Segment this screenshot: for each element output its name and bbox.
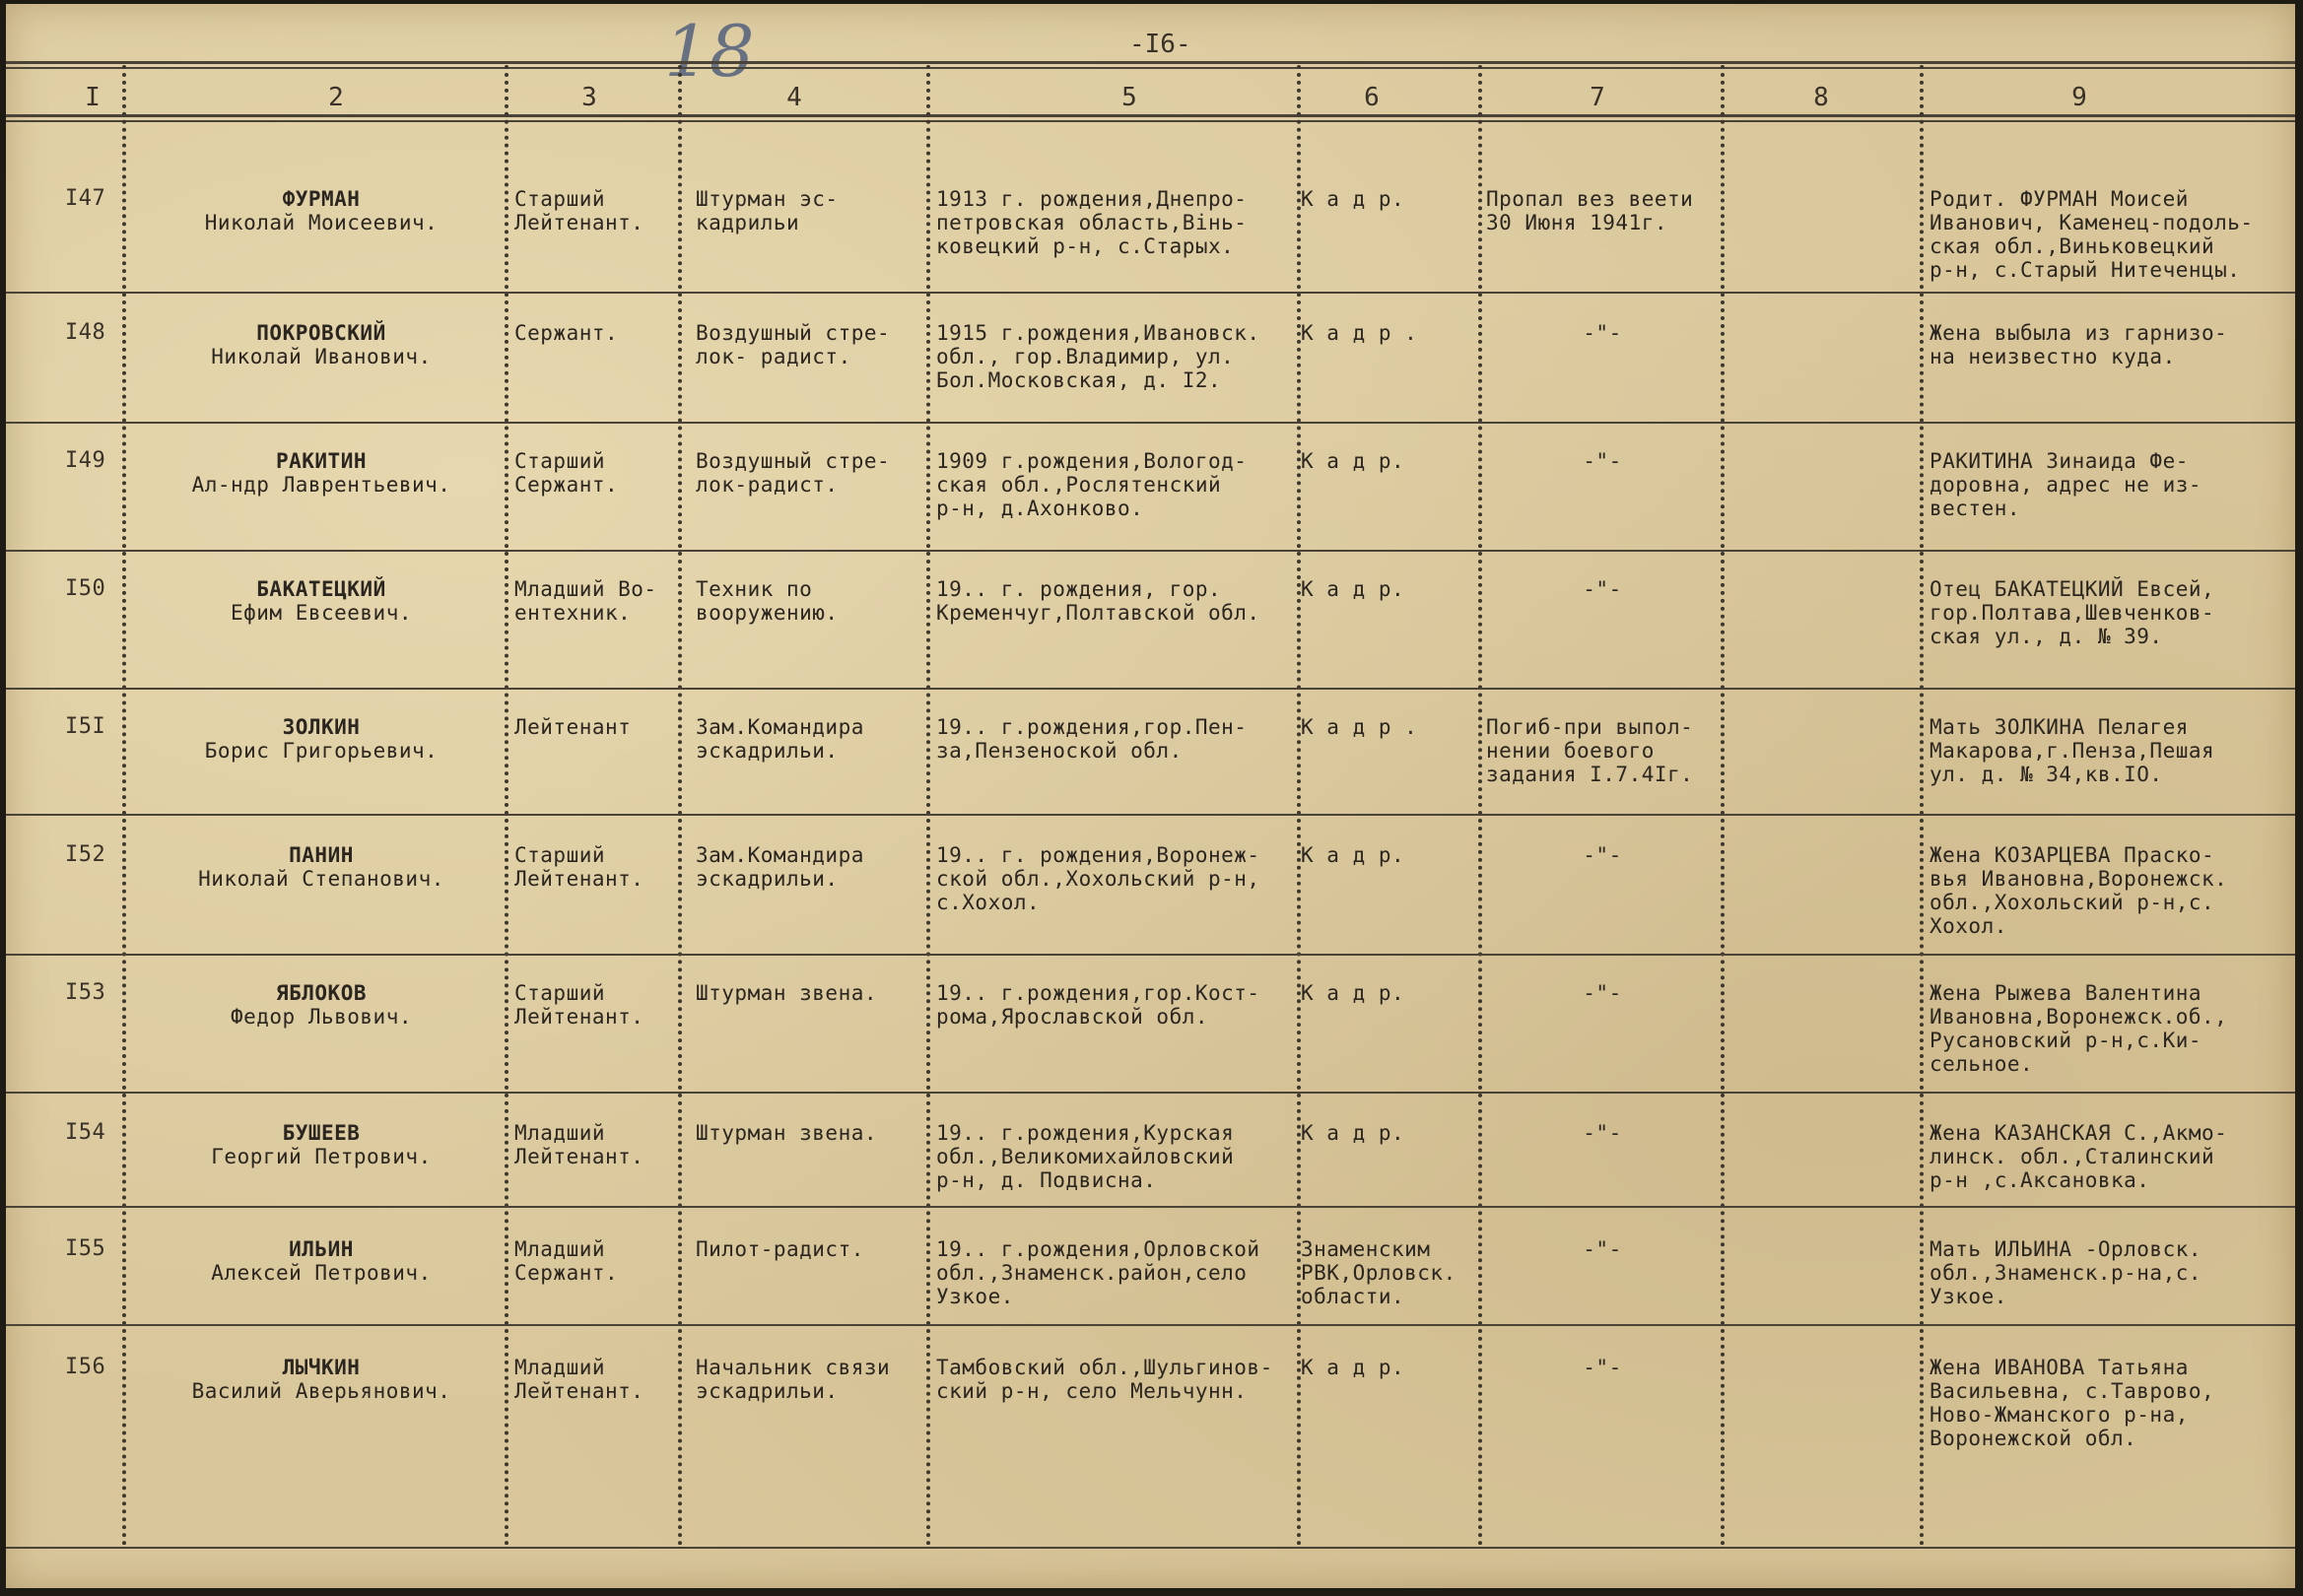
given-names: Федор Львович. — [230, 1005, 412, 1029]
given-names: Николай Иванович. — [211, 345, 432, 368]
enlisted-by: К а д р . — [1301, 715, 1418, 739]
rank: Старший Лейтенант. — [514, 187, 644, 234]
position: Зам.Командира эскадрильи. — [696, 715, 864, 763]
rank: Старший Лейтенант. — [514, 843, 644, 891]
relatives: Мать ИЛЬИНА -Орловск. обл.,Знаменск.р-на,с. Узкое. — [1930, 1237, 2202, 1308]
birth-info: 1909 г.рождения,Вологод- ская обл.,Рослятенский р-н, д.Ахонково. — [936, 449, 1248, 520]
given-names: Ал-ндр Лаврентьевич. — [191, 473, 451, 497]
position: Штурман звена. — [696, 1121, 878, 1145]
footer-rule — [6, 1547, 2295, 1549]
surname: ИЛЬИН — [289, 1237, 354, 1261]
relatives: Жена ИВАНОВА Татьяна Васильевна, с.Таврово, Ново-Жманского р-на, Воронежской обл. — [1930, 1356, 2215, 1450]
given-names: Николай Степанович. — [198, 867, 444, 891]
relatives: Отец БАКАТЕЦКИЙ Евсей, гор.Полтава,Шевченков- ская ул., д. № 39. — [1930, 577, 2215, 648]
column-number: 3 — [581, 83, 597, 112]
enlisted-by: Знаменским РВК,Орловск. области. — [1301, 1237, 1456, 1308]
rank: Сержант. — [514, 321, 619, 345]
position: Штурман эс- кадрильи — [696, 187, 839, 234]
row-separator — [6, 688, 2295, 690]
relatives: Жена Рыжева Валентина Ивановна,Воронежск.об., Русановский р-н,с.Ки- сельное. — [1930, 981, 2228, 1076]
rank: Младший Лейтенант. — [514, 1356, 644, 1403]
surname: ЯБЛОКОВ — [275, 981, 367, 1005]
rank: Младший Лейтенант. — [514, 1121, 644, 1168]
rank: Старший Сержант. — [514, 449, 619, 497]
given-names: Василий Аверьянович. — [191, 1379, 451, 1403]
surname: ПАНИН — [289, 843, 354, 867]
position: Воздушный стре- лок-радист. — [696, 449, 891, 497]
rank: Старший Лейтенант. — [514, 981, 644, 1029]
fate: -"- — [1583, 577, 1622, 601]
surname: БУШЕЕВ — [282, 1121, 361, 1145]
birth-info: 19.. г.рождения,Орловской обл.,Знаменск.район,село Узкое. — [936, 1237, 1260, 1308]
rank: Младший Сержант. — [514, 1237, 619, 1285]
surname: БАКАТЕЦКИЙ — [256, 577, 386, 601]
enlisted-by: К а д р. — [1301, 187, 1405, 211]
record-number: I52 — [65, 842, 106, 867]
row-separator — [6, 422, 2295, 424]
surname: ПОКРОВСКИЙ — [256, 321, 386, 345]
fate: Погиб-при выпол- нении боевого задания I.7.4Iг. — [1486, 715, 1694, 786]
surname: ЗОЛКИН — [282, 715, 361, 739]
enlisted-by: К а д р. — [1301, 449, 1405, 473]
given-names: Георгий Петрович. — [211, 1145, 432, 1168]
header-rule — [6, 61, 2295, 64]
birth-info: 19.. г. рождения, гор. Кременчуг,Полтавской обл. — [936, 577, 1260, 625]
relatives: Жена КОЗАРЦЕВА Праско- вья Ивановна,Воронежск. обл.,Хохольский р-н,с. Хохол. — [1930, 843, 2228, 938]
header-rule — [6, 114, 2295, 117]
surname: ФУРМАН — [282, 187, 361, 211]
fate: -"- — [1583, 449, 1622, 473]
position: Зам.Командира эскадрильи. — [696, 843, 864, 891]
column-number: I — [85, 83, 101, 112]
birth-info: 19.. г.рождения,гор.Кост- рома,Ярославской обл. — [936, 981, 1260, 1029]
enlisted-by: К а д р. — [1301, 843, 1405, 867]
surname: РАКИТИН — [275, 449, 367, 473]
relatives: Мать ЗОЛКИНА Пелагея Макарова,г.Пенза,Пешая ул. д. № 34,кв.IО. — [1930, 715, 2215, 786]
fate: -"- — [1583, 981, 1622, 1005]
row-separator — [6, 1324, 2295, 1326]
birth-info: 1915 г.рождения,Ивановск. обл., гор.Владимир, ул. Бол.Московская, д. I2. — [936, 321, 1260, 392]
birth-info: 19.. г.рождения,гор.Пен- за,Пензеноской обл. — [936, 715, 1248, 763]
record-number: I55 — [65, 1236, 106, 1261]
column-number: 7 — [1590, 83, 1605, 112]
enlisted-by: К а д р. — [1301, 1356, 1405, 1379]
surname: ЛЫЧКИН — [282, 1356, 361, 1379]
fate: -"- — [1583, 1237, 1622, 1261]
fate: -"- — [1583, 1356, 1622, 1379]
relatives: Родит. ФУРМАН Моисей Иванович, Каменец-подоль- ская обл.,Виньковецкий р-н, с.Старый Нитеченцы. — [1930, 187, 2254, 282]
record-number: I49 — [65, 448, 106, 473]
given-names: Ефим Евсеевич. — [230, 601, 412, 625]
row-separator — [6, 814, 2295, 816]
fate: -"- — [1583, 1121, 1622, 1145]
enlisted-by: К а д р. — [1301, 577, 1405, 601]
page-number: -I6- — [1129, 30, 1191, 59]
column-number: 6 — [1364, 83, 1380, 112]
record-number: I54 — [65, 1120, 106, 1145]
rank: Младший Во- ентехник. — [514, 577, 657, 625]
enlisted-by: К а д р . — [1301, 321, 1418, 345]
row-separator — [6, 292, 2295, 294]
relatives: РАКИТИНА Зинаида Фе- доровна, адрес не из- вестен. — [1930, 449, 2202, 520]
fate: Пропал вез веети 30 Июня 1941г. — [1486, 187, 1694, 234]
rank: Лейтенант — [514, 715, 632, 739]
archive-sheet — [6, 4, 2295, 1588]
relatives: Жена КАЗАНСКАЯ С.,Акмо- линск. обл.,Сталинский р-н ,с.Аксановка. — [1930, 1121, 2228, 1192]
fate: -"- — [1583, 321, 1622, 345]
column-number: 9 — [2071, 83, 2087, 112]
record-number: I48 — [65, 320, 106, 345]
row-separator — [6, 1092, 2295, 1094]
position: Начальник связи эскадрильи. — [696, 1356, 891, 1403]
record-number: I50 — [65, 576, 106, 601]
relatives: Жена выбыла из гарнизо- на неизвестно куда. — [1930, 321, 2228, 368]
birth-info: 19.. г.рождения,Курская обл.,Великомихайловский р-н, д. Подвисна. — [936, 1121, 1235, 1192]
header-rule — [6, 120, 2295, 122]
handwritten-page-mark: 18 — [664, 10, 755, 93]
enlisted-by: К а д р. — [1301, 981, 1405, 1005]
row-separator — [6, 1206, 2295, 1208]
birth-info: 19.. г. рождения,Воронеж- ской обл.,Хохольский р-н, с.Хохол. — [936, 843, 1260, 914]
record-number: I5I — [65, 714, 106, 739]
header-rule — [6, 67, 2295, 69]
row-separator — [6, 954, 2295, 956]
birth-info: 1913 г. рождения,Днепро- петровская область,Вінь- ковецкий р-н, с.Старых. — [936, 187, 1248, 258]
column-number: 2 — [328, 83, 344, 112]
record-number: I53 — [65, 980, 106, 1005]
record-number: I47 — [65, 186, 106, 211]
enlisted-by: К а д р. — [1301, 1121, 1405, 1145]
position: Штурман звена. — [696, 981, 878, 1005]
given-names: Николай Моисеевич. — [204, 211, 439, 234]
given-names: Борис Григорьевич. — [204, 739, 439, 763]
column-number: 5 — [1121, 83, 1137, 112]
position: Воздушный стре- лок- радист. — [696, 321, 891, 368]
position: Техник по вооружению. — [696, 577, 839, 625]
birth-info: Тамбовский обл.,Шульгинов- ский р-н, село Мельчунн. — [936, 1356, 1273, 1403]
position: Пилот-радист. — [696, 1237, 864, 1261]
given-names: Алексей Петрович. — [211, 1261, 432, 1285]
column-number: 8 — [1813, 83, 1829, 112]
row-separator — [6, 550, 2295, 552]
record-number: I56 — [65, 1355, 106, 1379]
column-number: 4 — [786, 83, 802, 112]
fate: -"- — [1583, 843, 1622, 867]
